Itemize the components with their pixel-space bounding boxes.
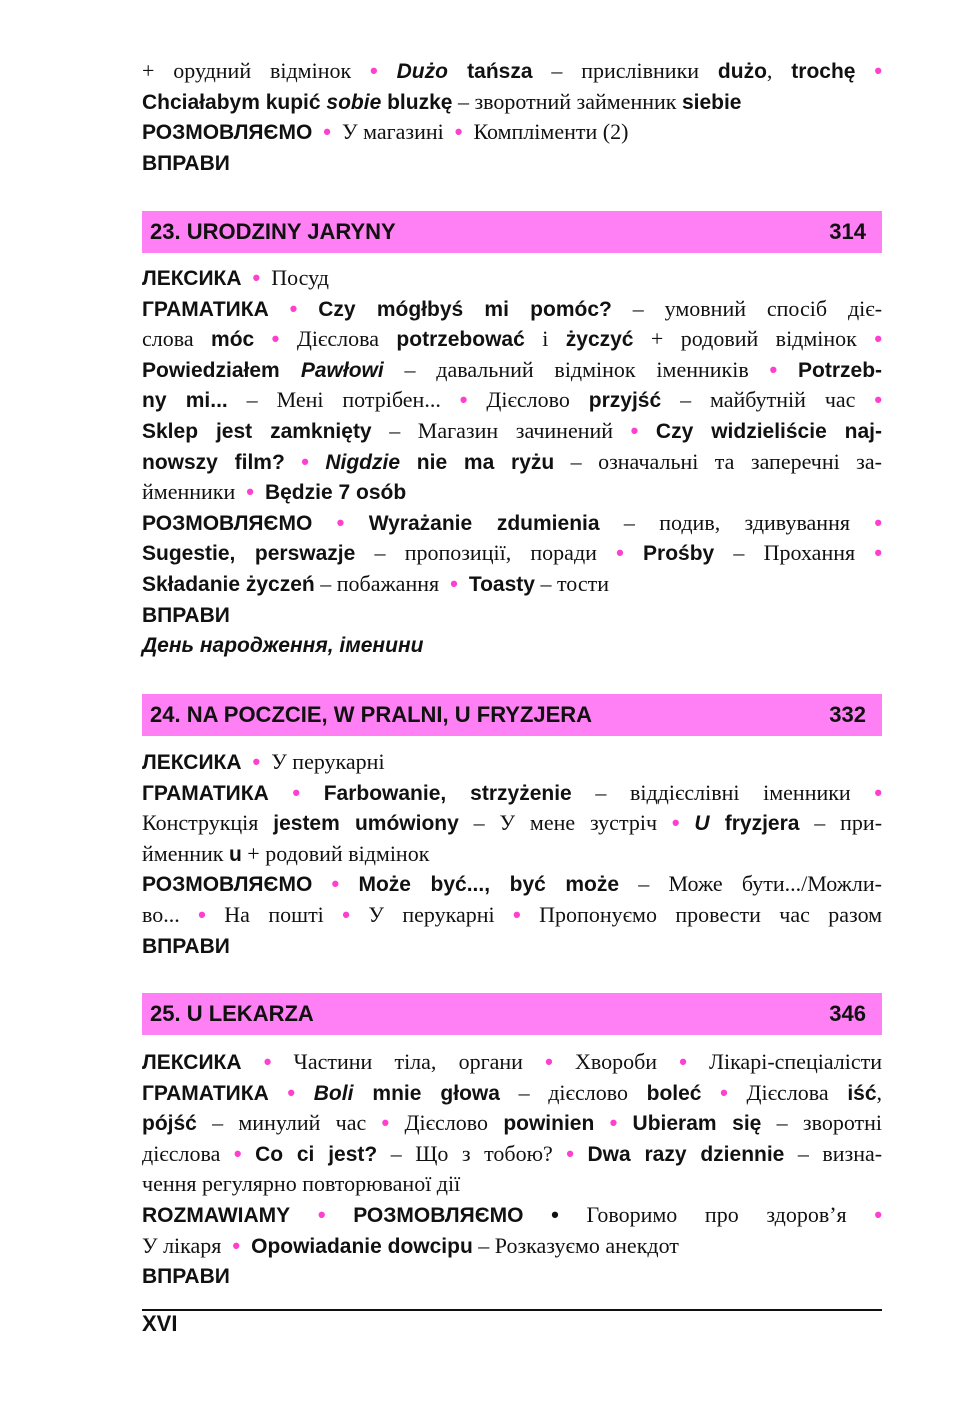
page-number: XVI <box>142 1311 178 1336</box>
text: У перукарні <box>271 749 385 774</box>
toc-line <box>142 508 882 539</box>
term: Dużo <box>396 60 448 83</box>
bullet: • <box>671 810 680 836</box>
toc-line <box>142 447 882 478</box>
term: potrzebować <box>396 328 525 352</box>
bullet: • <box>616 540 624 566</box>
section-label: РОЗМОВЛЯЄМО <box>142 121 313 145</box>
term: Wyrażanie zdumienia <box>368 511 600 535</box>
bullet: • <box>874 58 883 83</box>
term: Czy widzieliście naj- <box>655 419 883 443</box>
bullet: • <box>874 1201 883 1227</box>
term: fryzjera <box>709 812 800 836</box>
chapter-title[interactable]: 23. URODZINY JARYNY <box>150 219 396 244</box>
text: – Прохання <box>714 540 856 566</box>
term: Ubieram się <box>632 1112 762 1136</box>
text: Частини тіла, органи <box>293 1049 523 1074</box>
toc-line <box>142 385 882 416</box>
bullet: • <box>263 1049 272 1074</box>
toc-line <box>142 1139 882 1170</box>
text: – подив, здивування <box>599 509 850 535</box>
term: U <box>694 812 710 836</box>
toc-line <box>142 1261 882 1292</box>
text: + родовий відмінок <box>633 326 857 352</box>
term: iść <box>847 1081 877 1105</box>
term: sobie <box>326 90 382 114</box>
chapter-24-header[interactable] <box>142 694 882 736</box>
term: móc <box>211 328 255 352</box>
chapter-page-number: 346 <box>829 1001 866 1026</box>
section-label: ГРАМАТИКА <box>142 297 269 321</box>
text: – тости <box>534 570 609 596</box>
toc-line <box>142 324 882 355</box>
chapter-23-header[interactable] <box>142 211 882 253</box>
text: – Розказуємо анекдот <box>472 1232 679 1258</box>
bullet: • <box>370 58 378 83</box>
text: Компліменти (2) <box>473 119 629 145</box>
term: powinien <box>503 1112 595 1136</box>
bullet: • <box>246 479 254 505</box>
bullet: • <box>679 1049 687 1074</box>
bullet: • <box>609 1110 618 1136</box>
bullet: • <box>323 119 331 145</box>
term: Opowiadanie dowcipu <box>251 1234 473 1258</box>
bullet: • <box>874 387 883 413</box>
chapter-23-contents <box>142 263 882 661</box>
term: bluzkę <box>381 90 453 114</box>
toc-line <box>142 294 882 325</box>
text: – Мені потрібен... <box>227 387 441 413</box>
toc-line <box>142 117 882 148</box>
term: trochę <box>791 60 856 83</box>
term: Składanie życzeń <box>142 572 315 596</box>
text: Хвороби <box>574 1049 658 1074</box>
bullet: • <box>874 540 883 566</box>
chapter-25-contents <box>142 1047 882 1292</box>
text: – означальні та заперечні за- <box>554 448 882 474</box>
text: Дієслово <box>404 1110 504 1136</box>
bullet: • <box>513 901 521 927</box>
toc-line <box>142 1047 882 1078</box>
bullet: • <box>198 901 206 927</box>
toc-line <box>142 1200 882 1231</box>
toc-line <box>142 416 882 447</box>
term: nie ma ryżu <box>400 450 555 474</box>
chapter-title[interactable]: 24. NA POCZCIE, W PRALNI, U FRYZJERA <box>150 702 593 727</box>
text: – побажання <box>314 570 440 596</box>
bullet: • <box>720 1079 728 1105</box>
bullet: • <box>459 387 468 413</box>
text: Посуд <box>271 265 329 290</box>
text: – при- <box>799 810 883 836</box>
text: + орудний відмінок <box>142 58 352 83</box>
bullet: • <box>252 749 261 774</box>
section-label: ЛЕКСИКА <box>142 267 242 290</box>
bullet: • <box>232 1232 241 1258</box>
toc-line <box>142 87 882 118</box>
text: во... <box>142 901 180 927</box>
bullet: • <box>874 509 883 535</box>
term: Powiedziałem <box>142 358 301 382</box>
bullet: • <box>381 1110 390 1136</box>
text: – давальний відмінок іменників <box>383 356 749 382</box>
section-label: День народження, іменини <box>142 634 424 658</box>
bullet: • <box>292 779 301 805</box>
bullet: • <box>566 1140 574 1166</box>
section-label: РОЗМОВЛЯЄМО <box>353 1203 524 1227</box>
toc-line <box>142 148 882 179</box>
text: , <box>766 58 792 83</box>
term: Sklep jest zamknięty <box>142 419 372 443</box>
text: Дієслова <box>746 1079 848 1105</box>
toc-line <box>142 1078 882 1109</box>
term: przyjść <box>588 389 662 413</box>
bullet: • <box>271 326 280 352</box>
text: Лікарі-спеціалісти <box>709 1049 883 1074</box>
bullet: • <box>630 417 639 443</box>
term: Farbowanie, strzyżenie <box>323 781 572 805</box>
text: – віддієслівні іменники <box>571 779 851 805</box>
bullet: • <box>874 326 883 352</box>
section-label: ВПРАВИ <box>142 1265 230 1289</box>
term: Sugestie, perswazje <box>142 542 356 566</box>
chapter-25-header[interactable] <box>142 993 882 1035</box>
term: Pawłowi <box>300 358 384 382</box>
chapter-page-number: 314 <box>829 219 866 244</box>
term: pójść <box>142 1112 197 1136</box>
text: – Може бути.../Можли- <box>619 871 882 897</box>
term: mnie głowa <box>353 1081 500 1105</box>
text: дієслова <box>142 1140 221 1166</box>
toc-line <box>142 600 882 631</box>
term: Prośby <box>643 542 715 566</box>
bullet: • <box>342 901 350 927</box>
term: Będzie 7 osób <box>264 481 407 505</box>
term: Dwa razy dziennie <box>587 1142 785 1166</box>
text: – зворотний займенник <box>452 88 682 114</box>
text: – Магазин зачинений <box>371 417 614 443</box>
text: На пошті <box>224 901 324 927</box>
bullet: • <box>336 509 345 535</box>
bullet: • <box>289 295 298 321</box>
bullet: • <box>317 1201 326 1227</box>
text: Говоримо про здоров’я <box>586 1201 847 1227</box>
section-label: РОЗМОВЛЯЄМО <box>142 873 313 897</box>
toc-line <box>142 630 882 661</box>
toc-line <box>142 477 882 508</box>
text: – визна- <box>784 1140 883 1166</box>
toc-line <box>142 839 882 870</box>
term: ny mi... <box>142 389 228 413</box>
chapter-page-number: 332 <box>829 702 866 727</box>
text: – минулий час <box>196 1110 367 1136</box>
text: Конструкція <box>142 810 274 836</box>
term: Czy mógłbyś mi pomóc? <box>318 297 612 321</box>
term: Nigdzie <box>325 450 401 474</box>
bullet: • <box>287 1079 296 1105</box>
section-label: ГРАМАТИКА <box>142 1081 269 1105</box>
text: – Що з тобою? <box>377 1140 553 1166</box>
term: Może być..., być może <box>358 873 620 897</box>
section-label: ГРАМАТИКА <box>142 781 269 805</box>
bullet: • <box>769 356 778 382</box>
term: Potrzeb- <box>798 358 883 382</box>
text: – пропозиції, поради <box>355 540 597 566</box>
text: – дієслово <box>499 1079 647 1105</box>
section-label: ВПРАВИ <box>142 934 230 958</box>
text: + родовий відмінок <box>241 840 430 866</box>
chapter-24-contents <box>142 747 882 961</box>
section-label: РОЗМОВЛЯЄМО <box>142 511 313 535</box>
text: – прислівники <box>532 58 718 83</box>
text: – У мене зустріч <box>458 810 658 836</box>
text: – зворотні <box>761 1110 883 1136</box>
toc-line <box>142 538 882 569</box>
term: nowszy film? <box>142 450 285 474</box>
term: Toasty <box>468 572 535 596</box>
toc-line <box>142 808 882 839</box>
bullet: • <box>301 448 309 474</box>
toc-line <box>142 263 882 294</box>
text: йменники <box>142 479 236 505</box>
term: życzyć <box>565 328 634 352</box>
section-label: ЛЕКСИКА <box>142 751 242 774</box>
toc-line <box>142 900 882 931</box>
text: чення регулярно повторюваної дії <box>142 1171 461 1197</box>
chapter-22-continuation <box>142 56 882 178</box>
chapter-title[interactable]: 25. U LEKARZA <box>150 1001 314 1026</box>
section-label: ЛЕКСИКА <box>142 1051 242 1074</box>
text: У магазині <box>342 119 444 145</box>
toc-line <box>142 56 882 87</box>
section-label: ВПРАВИ <box>142 151 230 175</box>
section-label: ROZMAWIAMY <box>142 1203 291 1227</box>
toc-line <box>142 931 882 962</box>
text: і <box>524 326 566 352</box>
term: dużo <box>717 60 767 83</box>
text: У перукарні <box>368 901 495 927</box>
bullet: • <box>551 1201 559 1227</box>
text: У лікаря <box>142 1232 222 1258</box>
bullet: • <box>450 570 458 596</box>
term: Boli <box>313 1081 354 1105</box>
text: слова <box>142 326 212 352</box>
term: boleć <box>646 1081 702 1105</box>
section-label: ВПРАВИ <box>142 603 230 627</box>
text: Дієслова <box>296 326 397 352</box>
text: , <box>876 1079 883 1105</box>
bullet: • <box>331 871 340 897</box>
toc-line <box>142 778 882 809</box>
text: – умовний спосіб діє- <box>632 295 883 321</box>
text: – майбутній час <box>661 387 856 413</box>
term: tańsza <box>447 60 533 83</box>
bullet: • <box>545 1049 553 1074</box>
text: Пропонуємо провести час разом <box>539 901 883 927</box>
toc-line <box>142 569 882 600</box>
toc-line <box>142 355 882 386</box>
bullet: • <box>454 119 463 145</box>
toc-line <box>142 1169 882 1200</box>
toc-line <box>142 747 882 778</box>
term: Chciałabym kupić <box>142 90 327 114</box>
term: jestem umówiony <box>273 812 459 836</box>
text: Дієслово <box>486 387 589 413</box>
bullet: • <box>874 779 883 805</box>
term: Co ci jest? <box>255 1142 378 1166</box>
bullet: • <box>252 265 261 290</box>
term: u <box>228 842 242 866</box>
bullet: • <box>233 1140 242 1166</box>
footer-divider <box>142 1309 882 1311</box>
toc-line <box>142 1108 882 1139</box>
toc-line <box>142 869 882 900</box>
toc-line <box>142 1231 882 1262</box>
term: siebie <box>681 90 742 114</box>
text: йменник <box>142 840 229 866</box>
